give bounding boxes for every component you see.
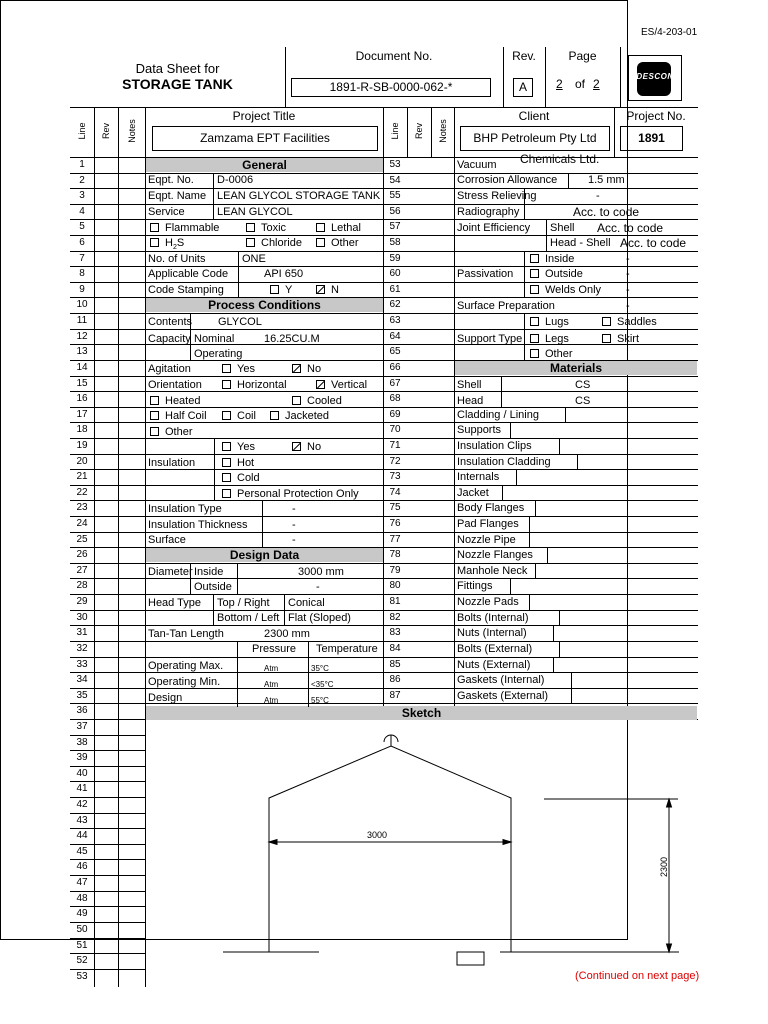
insulation-label: Insulation [148,457,196,469]
line-number: 6 [79,237,85,249]
line-number-mid: 68 [389,393,401,405]
material-item-label: Insulation Cladding [457,455,551,468]
line-number: 15 [76,377,88,389]
line-number: 9 [79,283,85,295]
line-number: 43 [76,814,88,826]
op-max-pressure: Atm [264,664,279,673]
design-heading: Design Data [229,548,300,562]
agitation-yes-checkbox[interactable]: Yes [222,363,255,376]
line-number-mid: 62 [389,299,401,311]
units: ONE [242,253,266,265]
project-title: Zamzama EPT Facilities [200,131,330,145]
jacketed-checkbox[interactable]: Jacketed [270,410,329,423]
nominal-label: Nominal [194,333,235,345]
line-number: 4 [79,205,85,217]
descon-logo: DESCON [628,55,682,101]
line-number: 30 [76,611,88,623]
material-item-label: Internals [457,471,500,484]
line-number-mid: 67 [389,377,401,389]
line-number-mid: 58 [389,237,401,249]
line-number: 7 [79,252,85,264]
page-label: Page [568,49,597,63]
ins-thk: - [292,519,296,531]
general-heading: General [242,158,287,172]
line-number: 35 [76,689,88,701]
top-head: Conical [288,597,325,609]
head-material: CS [575,395,591,407]
material-item-label: Pad Flanges [457,518,519,531]
line-number: 36 [76,705,88,717]
line-number: 40 [76,767,88,779]
h2s-checkbox[interactable]: $H_2S$ [150,237,184,254]
line-number-mid: 66 [389,361,401,373]
stamp-y-checkbox[interactable]: Y [270,284,292,297]
hot-checkbox[interactable]: Hot [222,457,254,470]
chloride-checkbox[interactable]: Chloride [246,237,302,250]
line-number-mid: 83 [389,627,401,639]
pass-outside-checkbox[interactable]: Outside [530,268,583,281]
agitation-no-checkbox[interactable]: No [292,363,321,376]
eqpt-no-label: Eqpt. No. [148,174,194,186]
notes-header-mid: Notes [438,119,448,143]
line-number-mid: 87 [389,689,401,701]
op-min-temp: <35°C [311,680,334,689]
contents-label: Contents [148,316,193,328]
material-item-label: Insulation Clips [457,439,532,452]
line-number: 16 [76,393,88,405]
line-number: 11 [76,315,88,327]
op-min-label: Operating Min. [148,676,221,688]
line-number: 44 [76,830,88,842]
joint-label: Joint Efficiency [457,222,531,234]
line-number-mid: 77 [389,533,401,545]
document-no: 1891-R-SB-0000-062-* [329,80,453,94]
shell-joint: Acc. to code [597,221,664,235]
stamp-n-checkbox[interactable]: N [316,284,339,297]
line-number-mid: 76 [389,518,401,530]
eqpt-name: LEAN GLYCOL STORAGE TANK [217,190,381,202]
ins-no-checkbox[interactable]: No [292,441,321,454]
eqpt-no: D-0006 [217,174,254,186]
notes-header: Notes [127,119,137,143]
material-item-label: Gaskets (Internal) [457,674,545,687]
corrosion: 1.5 mm [588,174,625,186]
line-number-mid: 54 [389,174,401,186]
material-item-label: Body Flanges [457,502,525,515]
line-number-mid: 70 [389,424,401,436]
client-label: Client [518,109,550,123]
service-label: Service [148,206,185,218]
head-shell-label: Head - Shell [550,237,611,249]
skirt-checkbox[interactable]: Skirt [602,333,639,346]
line-number: 47 [76,877,88,889]
tank-outline [269,746,511,952]
bottom-head: Flat (Sloped) [288,612,351,624]
client-name: BHP Petroleum Pty Ltd [473,131,597,145]
material-item-label: Nozzle Pipe [457,533,516,546]
radio-label: Radiography [457,206,520,218]
cooled-checkbox[interactable]: Cooled [292,395,342,408]
rev-header-mid: Rev [414,123,424,140]
line-number: 21 [76,471,88,483]
pressure-label: Pressure [252,643,297,655]
ins-type: - [292,503,296,515]
line-number-mid: 65 [389,346,401,358]
line-number: 51 [76,939,88,951]
line-number: 45 [76,845,88,857]
line-number: 10 [76,299,88,311]
line-number: 48 [76,892,88,904]
pass-inside-checkbox[interactable]: Inside [530,253,574,266]
project-title-label: Project Title [232,109,296,123]
line-number: 12 [76,330,88,342]
line-number-mid: 60 [389,268,401,280]
ppo-checkbox[interactable]: Personal Protection Only [222,488,359,501]
op-max-temp: 35°C [311,664,329,673]
line-number-mid: 81 [389,596,401,608]
drain-box [457,952,484,965]
line-number: 3 [79,190,85,202]
line-number-mid: 63 [389,315,401,327]
pass-welds-value: - [626,284,630,296]
capacity-label: Capacity [148,333,191,345]
line-number-mid: 57 [389,221,401,233]
temperature-label: Temperature [316,643,378,655]
design-pressure: Atm [264,696,279,705]
line-number: 2 [79,174,85,186]
shell-material-label: Shell [457,379,482,391]
line-number-mid: 86 [389,674,401,686]
line-number-mid: 56 [389,205,401,217]
width-dimension: 3000 [367,830,388,840]
sheet-title-line1: Data Sheet for [135,61,220,76]
line-number: 52 [76,955,88,967]
stress: - [596,190,600,202]
line-number-mid: 71 [389,439,401,451]
line-number: 24 [76,518,88,530]
pass-welds-checkbox[interactable]: Welds Only [530,284,601,297]
material-item-label: Nuts (External) [457,658,531,671]
units-label: No. of Units [148,253,206,265]
lethal-checkbox[interactable]: Lethal [316,222,361,235]
tantan-label: Tan-Tan Length [148,628,224,640]
line-number: 33 [76,658,88,670]
shell-material: CS [575,379,591,391]
height-dimension: 2300 [659,856,669,878]
line-number-mid: 64 [389,330,401,342]
pass-outside-value: - [626,268,630,280]
stress-label: Stress Relieving [457,190,537,202]
legs-checkbox[interactable]: Legs [530,333,569,346]
surface-label: Surface [148,534,186,546]
line-number-mid: 69 [389,408,401,420]
design-label: Design [148,692,183,704]
client-overlap-text: Chemicals Ltd. [520,152,600,166]
flammable-checkbox[interactable]: Flammable [150,222,219,235]
ins-thk-label: Insulation Thickness [148,519,248,531]
page-current: 2 [556,77,563,91]
line-number: 28 [76,580,88,592]
line-number: 17 [76,408,88,420]
sketch-heading: Sketch [401,706,442,720]
line-number-mid: 61 [389,283,401,295]
material-item-label: Gaskets (External) [457,689,549,702]
line-number: 53 [76,970,88,982]
orientation-label: Orientation [148,379,202,391]
outside-diameter: - [316,581,320,593]
line-number: 14 [76,361,88,373]
line-number: 34 [76,674,88,686]
material-item-label: Cladding / Lining [457,408,539,421]
other2-checkbox[interactable]: Other [150,426,193,439]
contents: GLYCOL [218,316,262,328]
operating-label: Operating [194,348,243,360]
line-number: 8 [79,268,85,280]
horizontal-checkbox[interactable]: Horizontal [222,379,287,392]
line-number-mid: 55 [389,190,401,202]
material-item-label: Bolts (Internal) [457,611,529,624]
design-temp: 55°C [311,696,329,705]
coil-checkbox[interactable]: Coil [222,410,256,423]
line-number: 26 [76,549,88,561]
material-item-label: Nozzle Flanges [457,549,533,562]
other-checkbox[interactable]: Other [316,237,359,250]
document-code: ES/4-203-01 [641,27,698,38]
op-max-label: Operating Max. [148,660,224,672]
line-number: 25 [76,533,88,545]
lugs-checkbox[interactable]: Lugs [530,316,569,329]
material-item-label: Nuts (Internal) [457,627,527,640]
project-no: 1891 [638,131,665,145]
ins-yes-checkbox[interactable]: Yes [222,441,255,454]
line-number: 1 [79,159,85,170]
line-number: 27 [76,564,88,576]
pass-inside-value: - [626,253,630,265]
line-number-mid: 78 [389,549,401,561]
passivation-label: Passivation [457,268,514,280]
outside-label: Outside [194,581,232,593]
op-min-pressure: Atm [264,680,279,689]
surf-prep-label: Surface Preparation [457,300,555,312]
project-no-label: Project No. [626,109,686,123]
radiography: Acc. to code [573,205,640,219]
line-number-mid: 53 [389,159,401,170]
eqpt-name-label: Eqpt. Name [148,190,207,202]
material-item-label: Supports [457,424,502,437]
stamp-label: Code Stamping [148,284,224,296]
line-header: Line [77,122,87,140]
cold-checkbox[interactable]: Cold [222,472,260,485]
material-item-label: Manhole Neck [457,564,528,577]
line-number: 18 [76,424,88,436]
support-label: Support Type [457,333,523,345]
half-coil-checkbox[interactable]: Half Coil [150,410,207,423]
agitation-label: Agitation [148,363,191,375]
line-number: 49 [76,908,88,920]
line-number: 29 [76,596,88,608]
page-of: of [575,77,586,91]
line-number: 50 [76,923,88,935]
ins-type-label: Insulation Type [148,503,222,515]
inside-diameter: 3000 mm [298,566,344,578]
line-number: 32 [76,642,88,654]
diameter-label: Diameter [148,566,193,578]
material-item-label: Bolts (External) [457,642,533,655]
line-number: 19 [76,439,88,451]
document-no-label: Document No. [355,49,433,63]
material-item-label: Nozzle Pads [457,596,519,609]
line-number-mid: 74 [389,486,401,498]
page-total: 2 [593,77,600,91]
line-number-mid: 85 [389,658,401,670]
saddles-checkbox[interactable]: Saddles [602,316,657,329]
shell-joint-label: Shell [550,222,575,234]
vertical-checkbox[interactable]: Vertical [316,379,367,392]
continued-note: (Continued on next page) [575,970,700,982]
line-number: 39 [76,752,88,764]
line-number-mid: 72 [389,455,401,467]
line-number: 23 [76,502,88,514]
nominal: 16.25CU.M [264,333,320,345]
support-other-checkbox[interactable]: Other [530,348,573,361]
code-label: Applicable Code [148,268,229,280]
line-number: 38 [76,736,88,748]
corrosion-label: Corrosion Allowance [457,174,558,186]
head-shell: Acc. to code [620,236,687,250]
line-number: 5 [79,221,85,233]
rev-label: Rev. [512,49,536,63]
head-type-label: Head Type [148,597,202,609]
material-item-label: Fittings [457,580,493,593]
line-number: 31 [76,627,88,639]
line-number-mid: 84 [389,642,401,654]
sheet-title-line2: STORAGE TANK [122,76,233,92]
line-header-mid: Line [390,122,400,140]
tank-sketch [146,721,700,986]
line-number: 22 [76,486,88,498]
line-number-mid: 73 [389,471,401,483]
toxic-checkbox[interactable]: Toxic [246,222,286,235]
bottom-label: Bottom / Left [217,612,280,624]
line-number: 37 [76,720,88,732]
top-label: Top / Right [217,597,270,609]
vacuum-label: Vacuum [457,159,497,171]
heated-checkbox[interactable]: Heated [150,395,200,408]
surface: - [292,534,296,546]
service: LEAN GLYCOL [217,206,293,218]
head-material-label: Head [457,395,484,407]
tantan: 2300 mm [264,628,310,640]
line-number-mid: 75 [389,502,401,514]
line-number-mid: 82 [389,611,401,623]
line-number: 42 [76,799,88,810]
line-number: 41 [76,783,88,795]
rev-header: Rev [101,123,111,140]
line-number-mid: 59 [389,252,401,264]
line-number-mid: 79 [389,564,401,576]
inside-label: Inside [194,566,224,578]
rev-value: A [518,80,527,94]
materials-heading: Materials [549,361,603,375]
code: API 650 [264,268,304,280]
surf-prep: - [626,300,630,312]
line-number: 46 [76,861,88,873]
line-number: 13 [76,346,88,358]
material-item-label: Jacket [457,486,489,499]
line-number: 20 [76,455,88,467]
line-number-mid: 80 [389,580,401,592]
process-heading: Process Conditions [208,298,321,312]
